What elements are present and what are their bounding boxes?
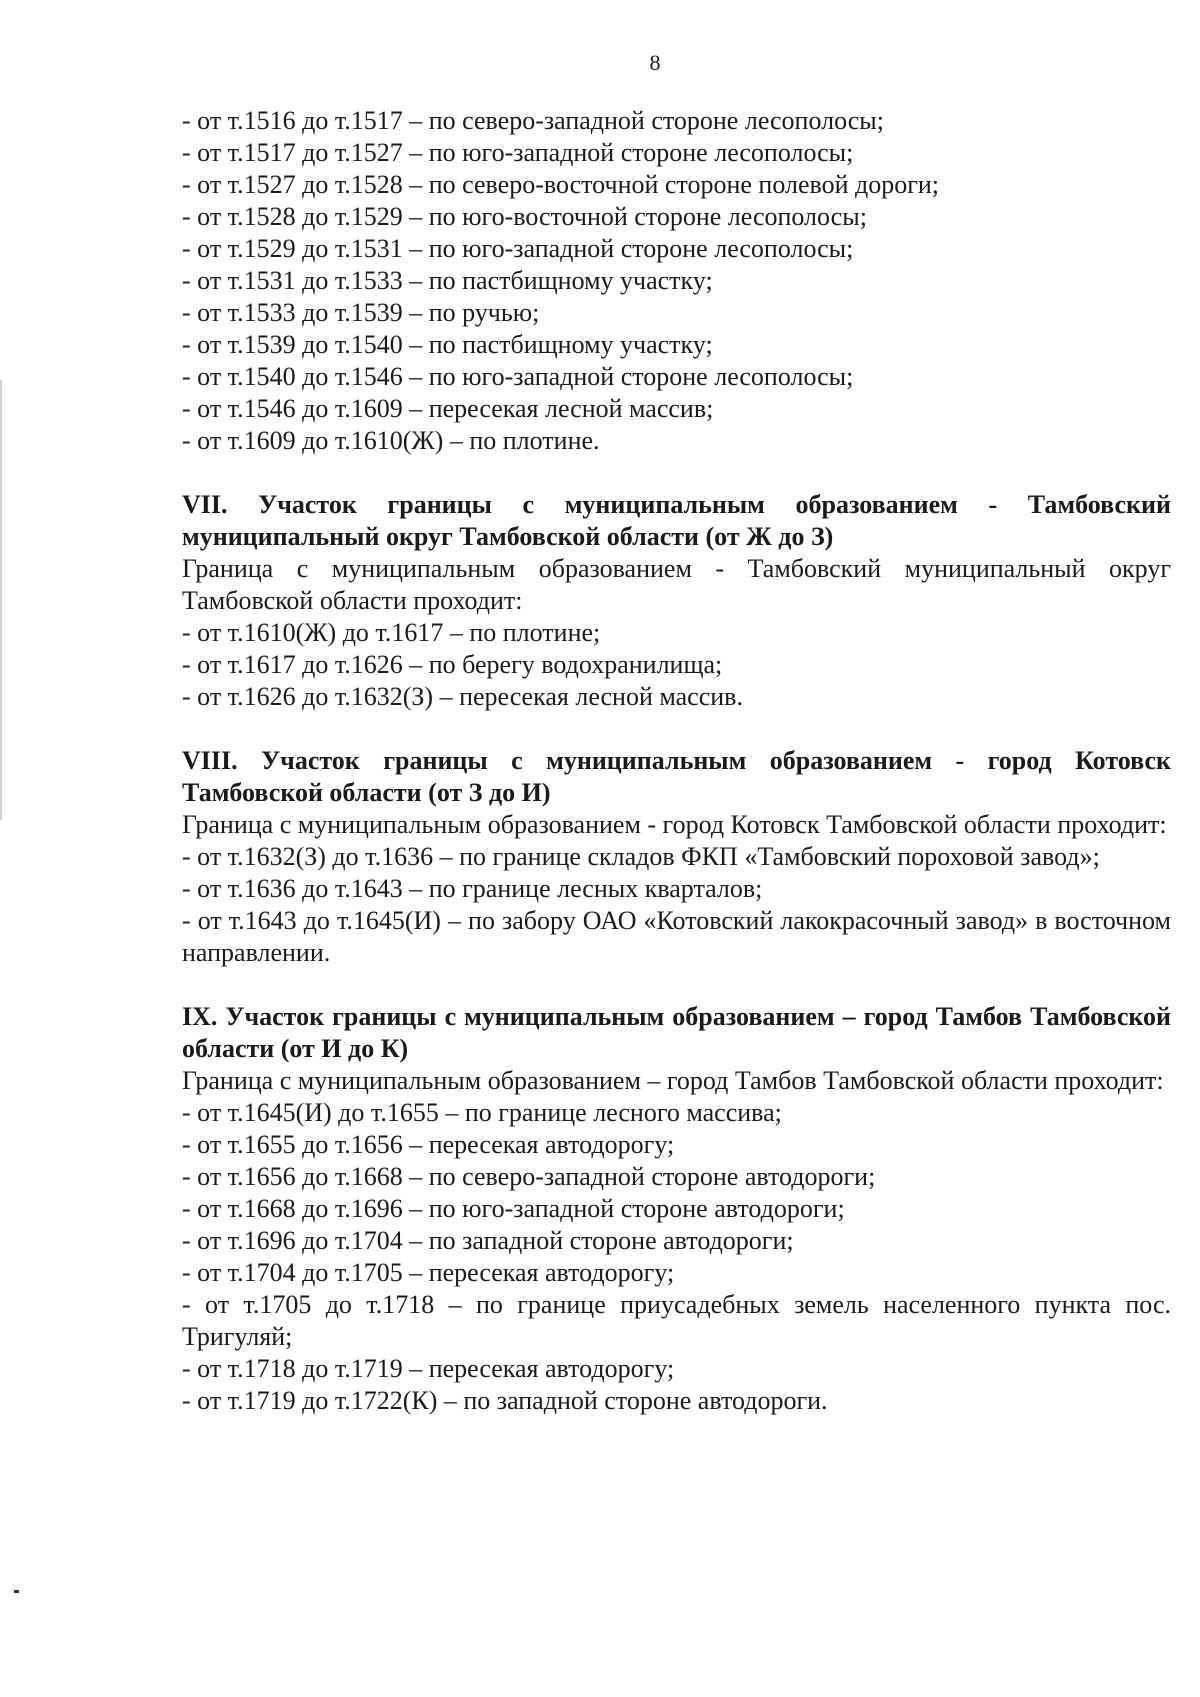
section-vii	[182, 489, 1171, 713]
list-item: - от т.1656 до т.1668 – по северо-западной стороне автодороги;	[182, 1162, 876, 1191]
section-heading: IX. Участок границы с муниципальным образованием – город Тамбов Тамбовской области (от И до К)	[182, 1002, 1171, 1063]
list-item: - от т.1719 до т.1722(К) – по западной стороне автодороги.	[182, 1386, 828, 1415]
list-item: - от т.1610(Ж) до т.1617 – по плотине;	[182, 618, 601, 647]
list-item: - от т.1540 до т.1546 – по юго-западной стороне лесополосы;	[182, 362, 854, 391]
section-ix	[182, 1001, 1171, 1417]
section-intro: Граница с муниципальным образованием – город Тамбов Тамбовской области проходит:	[182, 1066, 1164, 1095]
list-item: - от т.1718 до т.1719 – пересекая автодорогу;	[182, 1354, 675, 1383]
section-heading: VII. Участок границы с муниципальным образованием - Тамбовский муниципальный округ Тамбовской области (от Ж до З)	[182, 490, 1171, 551]
list-item: - от т.1626 до т.1632(З) – пересекая лесной массив.	[182, 682, 743, 711]
list-item: - от т.1632(З) до т.1636 – по границе складов ФКП «Тамбовский пороховой завод»;	[182, 842, 1100, 871]
list-item: - от т.1517 до т.1527 – по юго-западной стороне лесополосы;	[182, 138, 854, 167]
list-item: - от т.1704 до т.1705 – пересекая автодорогу;	[182, 1258, 675, 1287]
list-item: - от т.1533 до т.1539 – по ручью;	[182, 298, 540, 327]
list-item: - от т.1539 до т.1540 – по пастбищному участку;	[182, 330, 713, 359]
list-item: - от т.1609 до т.1610(Ж) – по плотине.	[182, 426, 600, 455]
list-item: - от т.1516 до т.1517 – по северо-западной стороне лесополосы;	[182, 106, 884, 135]
list-item: - от т.1645(И) до т.1655 – по границе лесного массива;	[182, 1098, 782, 1127]
scan-dot-mark	[14, 1590, 19, 1593]
scan-edge-mark	[0, 380, 2, 820]
list-item: - от т.1636 до т.1643 – по границе лесных кварталов;	[182, 874, 763, 903]
section-intro: Граница с муниципальным образованием - Тамбовский муниципальный округ Тамбовской области проходит:	[182, 554, 1171, 615]
list-item: - от т.1617 до т.1626 – по берегу водохранилища;	[182, 650, 723, 679]
list-item: - от т.1528 до т.1529 – по юго-восточной стороне лесополосы;	[182, 202, 867, 231]
page-number: 8	[649, 50, 661, 75]
list-item: - от т.1546 до т.1609 – пересекая лесной массив;	[182, 394, 714, 423]
list-item: - от т.1705 до т.1718 – по границе приусадебных земель населенного пункта пос. Тригуляй;	[182, 1290, 1171, 1351]
list-item: - от т.1531 до т.1533 – по пастбищному участку;	[182, 266, 713, 295]
section-intro: Граница с муниципальным образованием - город Котовск Тамбовской области проходит:	[182, 810, 1167, 839]
list-item: - от т.1529 до т.1531 – по юго-западной стороне лесополосы;	[182, 234, 854, 263]
intro-list	[182, 105, 1171, 457]
document-body	[182, 105, 1171, 1417]
section-viii	[182, 745, 1171, 969]
list-item: - от т.1643 до т.1645(И) – по забору ОАО «Котовский лакокрасочный завод» в восточном направлении.	[182, 906, 1171, 967]
section-heading: VIII. Участок границы с муниципальным образованием - город Котовск Тамбовской области (от З до И)	[182, 746, 1171, 807]
list-item: - от т.1668 до т.1696 – по юго-западной стороне автодороги;	[182, 1194, 845, 1223]
list-item: - от т.1696 до т.1704 – по западной стороне автодороги;	[182, 1226, 794, 1255]
list-item: - от т.1655 до т.1656 – пересекая автодорогу;	[182, 1130, 675, 1159]
list-item: - от т.1527 до т.1528 – по северо-восточной стороне полевой дороги;	[182, 170, 940, 199]
